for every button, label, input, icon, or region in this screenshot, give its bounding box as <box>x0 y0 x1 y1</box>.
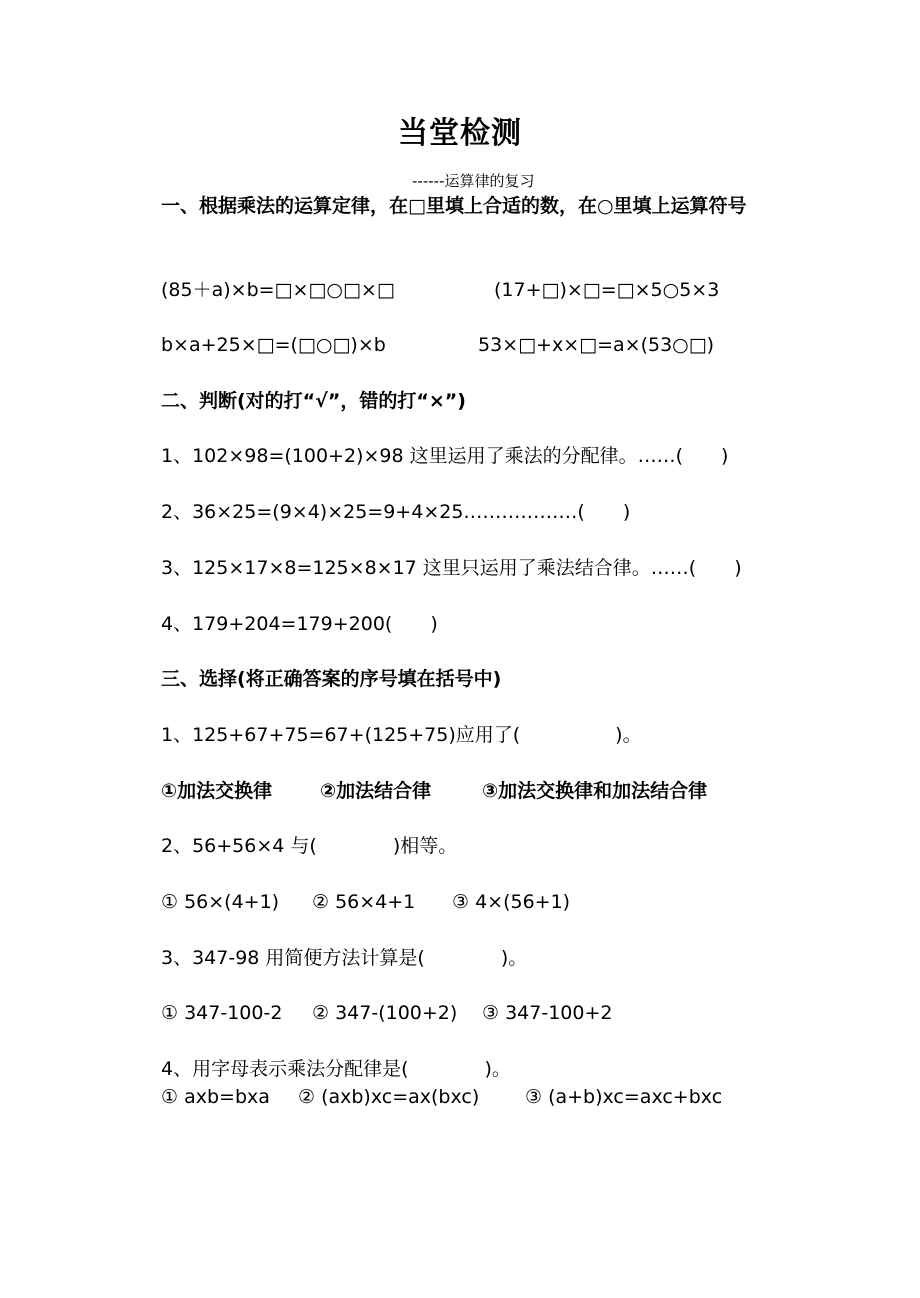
judgement-item-2: 2、36×25=(9×4)×25=9+4×25………………( ) <box>161 501 631 523</box>
choice-4-option-1: ① axb=bxa <box>161 1086 270 1108</box>
choice-4-option-3: ③ (a+b)xc=axc+bxc <box>525 1086 723 1108</box>
choice-3-option-2: ② 347-(100+2) <box>312 1002 458 1024</box>
section-1-row-1-left: (85＋a)×b=□×□○□×□ <box>161 279 395 301</box>
page-title: 当堂检测 <box>398 116 522 151</box>
judgement-item-1: 1、102×98=(100+2)×98 这里运用了乘法的分配律。……( ) <box>161 445 729 467</box>
judgement-item-4: 4、179+204=179+200( ) <box>161 613 438 635</box>
choice-1-option-3: ③加法交换律和加法结合律 <box>482 780 708 802</box>
choice-1-option-2: ②加法结合律 <box>320 780 432 802</box>
choice-question-4: 4、用字母表示乘法分配律是( )。 <box>161 1058 511 1080</box>
choice-2-option-2: ② 56×4+1 <box>312 891 416 913</box>
section-1-row-1-right: (17+□)×□=□×5○5×3 <box>494 279 720 301</box>
choice-question-2: 2、56+56×4 与( )相等。 <box>161 835 458 857</box>
section-1-row-2-left: b×a+25×□=(□○□)×b <box>161 334 386 356</box>
choice-question-1: 1、125+67+75=67+(125+75)应用了( )。 <box>161 724 642 746</box>
section-3-heading: 三、选择(将正确答案的序号填在括号中) <box>161 668 502 690</box>
choice-1-option-1: ①加法交换律 <box>161 780 273 802</box>
page-subtitle: ------运算律的复习 <box>412 172 535 190</box>
choice-2-option-3: ③ 4×(56+1) <box>452 891 571 913</box>
choice-2-option-1: ① 56×(4+1) <box>161 891 280 913</box>
section-1-heading: 一、根据乘法的运算定律，在□里填上合适的数，在○里填上运算符号 <box>161 195 747 217</box>
choice-3-option-3: ③ 347-100+2 <box>482 1002 613 1024</box>
section-2-heading: 二、判断(对的打“√”，错的打“×”) <box>161 390 466 412</box>
choice-question-3: 3、347-98 用简便方法计算是( )。 <box>161 947 528 969</box>
choice-4-option-2: ② (axb)xc=ax(bxc) <box>298 1086 480 1108</box>
judgement-item-3: 3、125×17×8=125×8×17 这里只运用了乘法结合律。……( ) <box>161 557 742 579</box>
section-1-row-2-right: 53×□+x×□=a×(53○□) <box>478 334 715 356</box>
choice-3-option-1: ① 347-100-2 <box>161 1002 283 1024</box>
